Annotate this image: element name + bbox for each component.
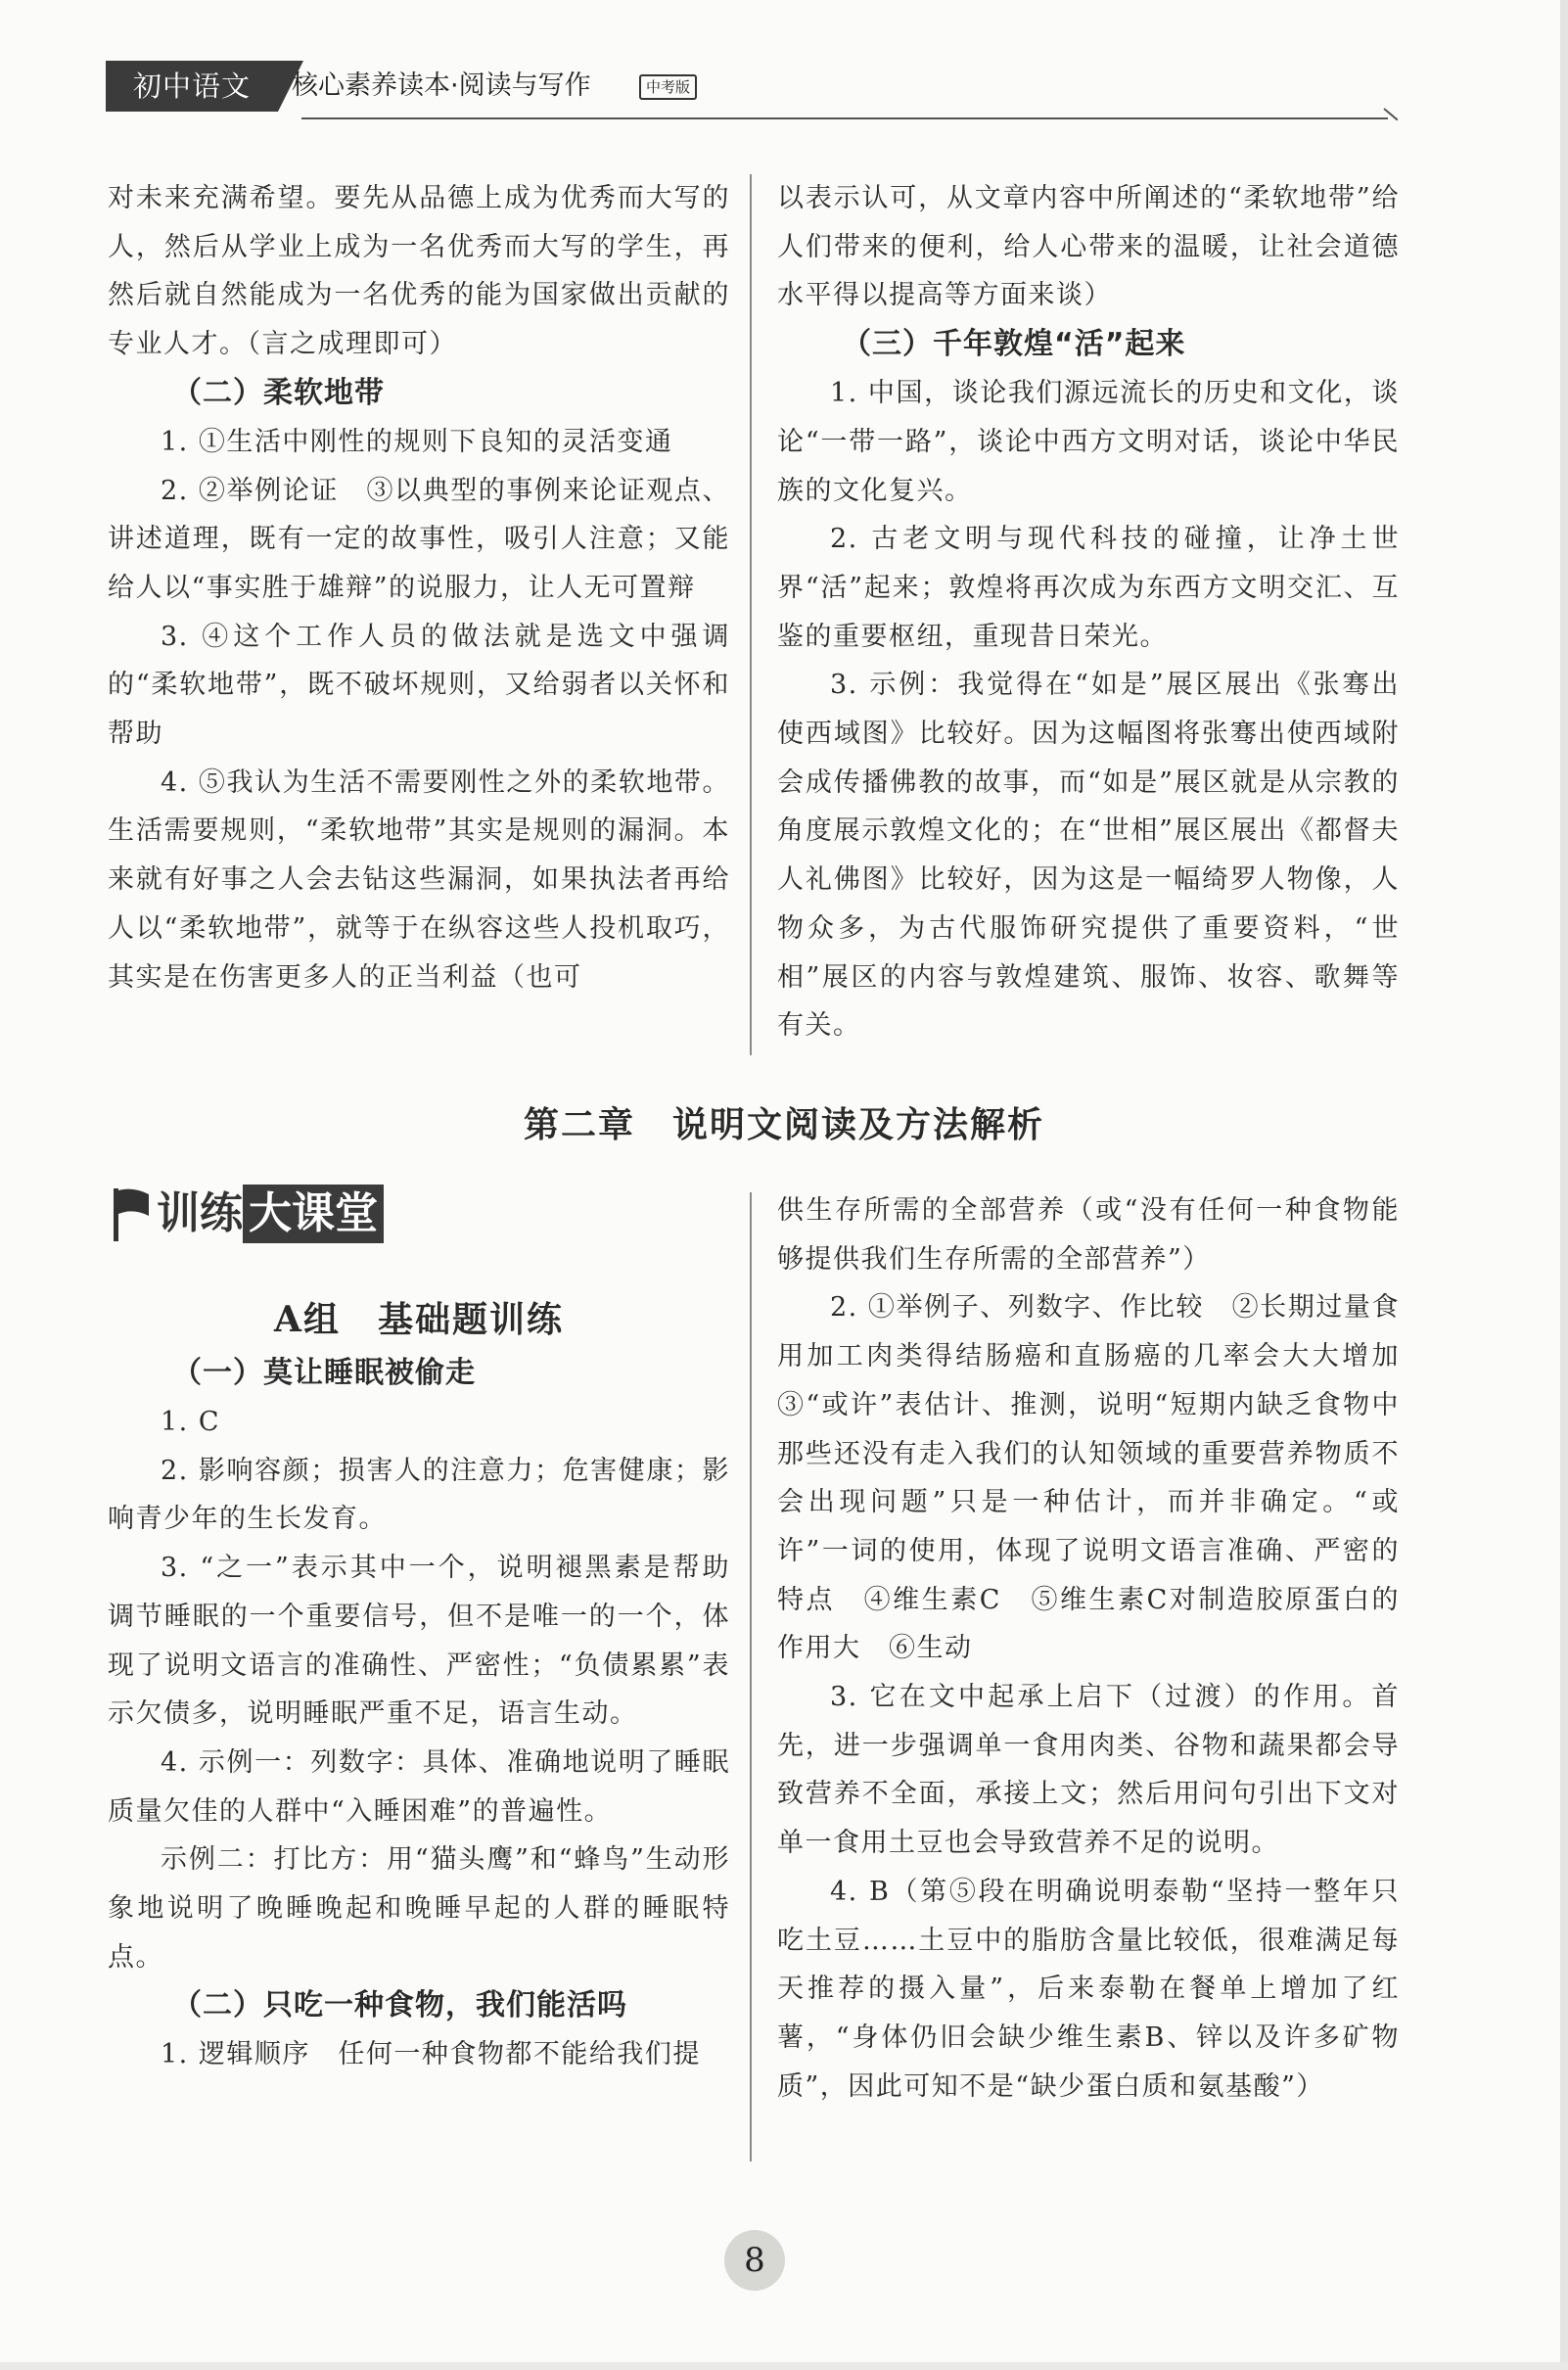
page-edge-right [1560, 0, 1568, 2370]
answer-2: 2. ①举例子、列数字、作比较 ②长期过量食用加工肉类得结肠癌和直肠癌的几率会大大增加 ③“或许”表估计、推测，说明“短期内缺乏食物中那些还没有走入我们的认知领域的重要营养物质不会出现问题”只是一种估计，而并非确定。“或许”一词的使用，体现了说明文语言准确、严密的特点 ④维生素C ⑤维生素C对制造胶原蛋白的作用大 ⑥生动 [777, 1292, 1428, 1664]
answer-4-example-2: 示例二：打比方：用“猫头鹰”和“蜂鸟”生动形象地说明了晚睡晚起和晚睡早起的人群的睡眠特点。 [108, 1844, 730, 1973]
answer-1: 1. ①生活中刚性的规则下良知的灵活变通 [161, 426, 673, 457]
section-title-dunhuang: （三）千年敦煌“活”起来 [842, 327, 1186, 362]
column-divider-bottom [750, 1192, 752, 2161]
header-book-title: 核心素养读本·阅读与写作 [292, 70, 591, 101]
answer-2: 2. 古老文明与现代科技的碰撞，让净土世界“活”起来；敦煌将再次成为东西方文明交汇、互鉴的重要枢纽，重现昔日荣光。 [777, 524, 1400, 652]
column-divider-top [750, 174, 752, 1055]
bottom-right-column [777, 1186, 1428, 2111]
chapter-title: 第二章 说明文阅读及方法解析 [523, 1105, 1044, 1145]
header-rule [301, 117, 1388, 119]
answer-1: 1. C [161, 1407, 221, 1437]
continuation-paragraph-right: 以表示认可，从文章内容中所阐述的“柔软地带”给人们带来的便利，给人心带来的温暖，让社会道德水平得以提高等方面来谈） [777, 183, 1400, 311]
answer-2: 2. 影响容颜；损害人的注意力；危害健康；影响青少年的生长发育。 [108, 1455, 730, 1535]
section-title-sleep: （一）莫让睡眠被偷走 [172, 1356, 476, 1390]
header-edition-badge: 中考版 [639, 74, 697, 100]
answer-3: 3. “之一”表示其中一个，说明褪黑素是帮助调节睡眠的一个重要信号，但不是唯一的一个，体现了说明文语言的准确性、严密性；“负债累累”表示欠债多，说明睡眠严重不足，语言生动。 [108, 1553, 730, 1730]
answer-4: 4. ⑤我认为生活不需要刚性之外的柔软地带。生活需要规则，“柔软地带”其实是规则的漏洞。本来就有好事之人会去钻这些漏洞，如果执法者再给人以“柔软地带”，就等于在纵容这些人投机取巧，其实是在伤害更多人的正当利益（也可 [108, 767, 730, 993]
answer-1: 1. 逻辑顺序 任何一种食物都不能给我们提 [161, 2039, 701, 2070]
answer-3: 3. ④这个工作人员的做法就是选文中强调的“柔软地带”，既不破坏规则，又给弱者以关怀和帮助 [108, 621, 730, 750]
top-right-column [777, 174, 1400, 1050]
top-left-column [108, 174, 730, 1001]
banner-text-training: 训练 [157, 1188, 243, 1238]
training-banner [110, 1185, 399, 1245]
flag-icon [110, 1186, 153, 1243]
bottom-left-column [108, 1290, 730, 2079]
continuation-paragraph: 对未来充满希望。要先从品德上成为优秀而大写的人，然后从学业上成为一名优秀而大写的学生，再然后就自然能成为一名优秀的能为国家做出贡献的专业人才。（言之成理即可） [108, 183, 730, 360]
continuation-paragraph-right: 供生存所需的全部营养（或“没有任何一种食物能够提供我们生存所需的全部营养”） [777, 1195, 1400, 1275]
answer-3: 3. 它在文中起承上启下（过渡）的作用。首先，进一步强调单一食用肉类、谷物和蔬果都会导致营养不全面，承接上文；然后用问句引出下文对单一食用土豆也会导致营养不足的说明。 [777, 1682, 1400, 1859]
answer-2: 2. ②举例论证 ③以典型的事例来论证观点、讲述道理，既有一定的故事性，吸引人注意；又能给人以“事实胜于雄辩”的说服力，让人无可置辩 [108, 475, 730, 603]
header-subject-tab: 初中语文 [106, 61, 278, 112]
running-header [106, 61, 1398, 117]
answer-4: 4. 示例一：列数字：具体、准确地说明了睡眠质量欠佳的人群中“入睡困难”的普遍性。 [108, 1746, 730, 1827]
group-title: A组 基础题训练 [274, 1299, 564, 1340]
page-edge-bottom [0, 2362, 1568, 2370]
page-number: 8 [724, 2230, 785, 2291]
answer-3: 3. 示例：我觉得在“如是”展区展出《张骞出使西域图》比较好。因为这幅图将张骞出使西域附会成传播佛教的故事，而“如是”展区就是从宗教的角度展示敦煌文化的；在“世相”展区展出《都督夫人礼佛图》比较好，因为这是一幅绮罗人物像，人物众多，为古代服饰研究提供了重要资料，“世相”展区的内容与敦煌建筑、服饰、妆容、歌舞等有关。 [777, 670, 1400, 1042]
banner-text-classroom: 大课堂 [243, 1185, 384, 1243]
answer-1: 1. 中国，谈论我们源远流长的历史和文化，谈论“一带一路”，谈论中西方文明对话，谈论中华民族的文化复兴。 [777, 378, 1400, 506]
section-title-one-food: （二）只吃一种食物，我们能活吗 [172, 1988, 627, 2023]
answer-4: 4. B（第⑤段在明确说明泰勒“坚持一整年只吃土豆……土豆中的脂肪含量比较低，很难满足每天推荐的摄入量”，后来泰勒在餐单上增加了红薯，“身体仍旧会缺少维生素B、锌以及许多矿物质”，因此可知不是“缺少蛋白质和氨基酸”） [777, 1876, 1400, 2102]
section-title-soft-zone: （二）柔软地带 [172, 375, 385, 410]
